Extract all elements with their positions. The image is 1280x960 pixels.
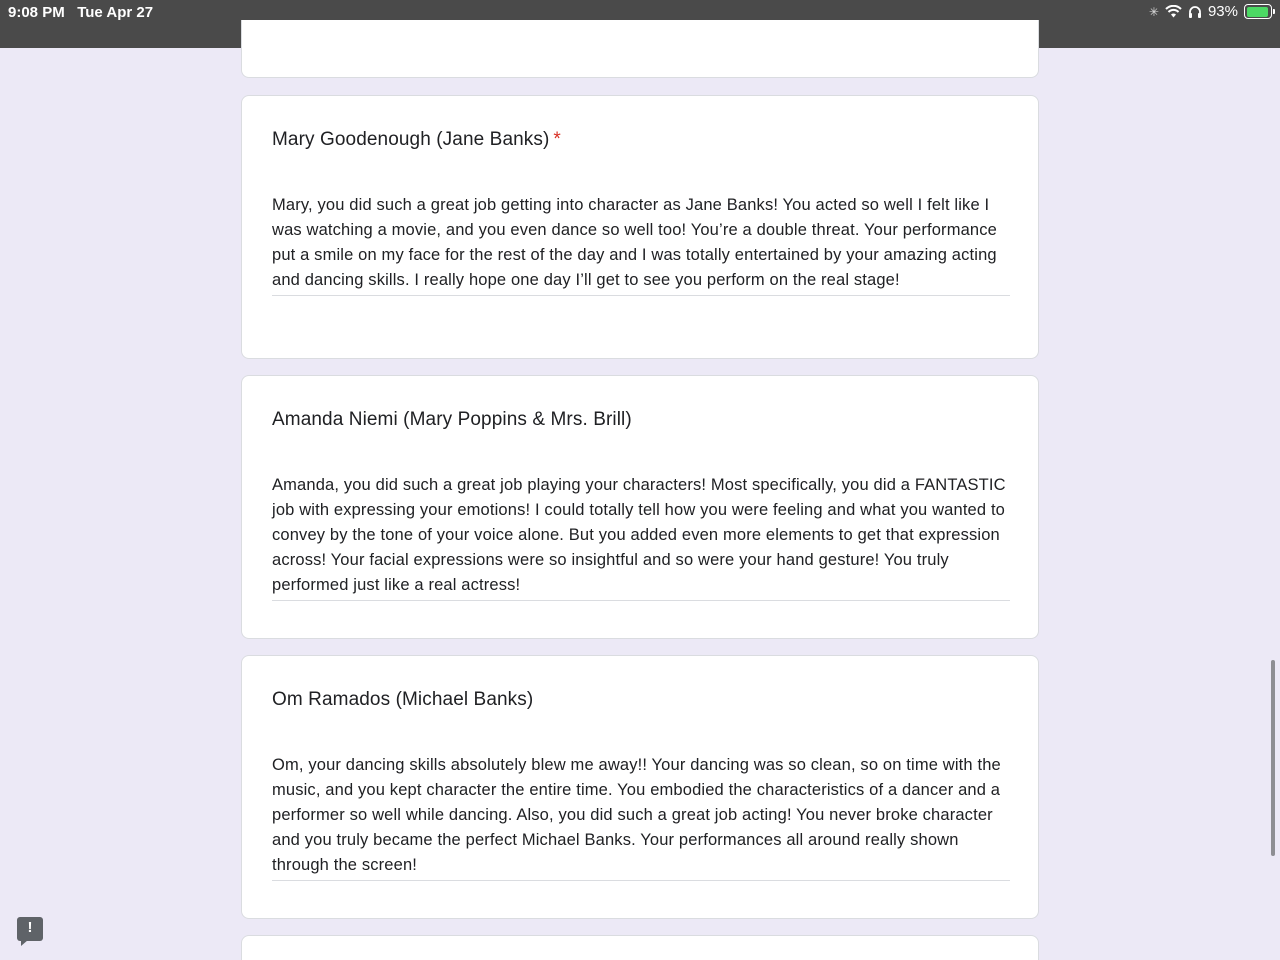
status-indicators — [1149, 3, 1272, 20]
report-abuse-button[interactable]: ! — [17, 917, 43, 941]
question-card-next — [241, 935, 1039, 960]
question-title: Mary Goodenough (Jane Banks) * — [272, 129, 561, 150]
headphones-icon — [1188, 5, 1202, 18]
question-card — [241, 95, 1039, 359]
battery-level — [1247, 7, 1268, 17]
question-card — [241, 375, 1039, 639]
question-card — [241, 655, 1039, 919]
required-asterisk: * — [553, 129, 561, 150]
loading-spinner-icon: ✳ — [1148, 4, 1159, 19]
scrollbar[interactable] — [1271, 660, 1275, 856]
answer-textarea[interactable]: Amanda, you did such a great job playing your characters! Most specifically, you did a FANTASTIC job with expressing your emotions! I could totally tell how you were feeling and what you wanted to convey by the tone of your voice alone. But you added even more elements to get that expression across! Your facial expressions were so insightful and so were your hand gesture! You truly performed just like a real actress! — [272, 473, 1010, 601]
question-title: Amanda Niemi (Mary Poppins & Mrs. Brill) — [272, 409, 632, 430]
wifi-icon — [1165, 5, 1182, 18]
battery-percent: 93% — [1207, 3, 1238, 20]
question-card-previous — [241, 20, 1039, 78]
answer-textarea[interactable]: Om, your dancing skills absolutely blew me away!! Your dancing was so clean, so on time with the music, and you kept character the entire time. You embodied the characteristics of a dancer and a performer so well while dancing. Also, you did such a great job acting! You never broke character and you truly became the perfect Michael Banks. Your performances all around really shown through the screen! — [272, 753, 1010, 881]
answer-textarea[interactable]: Mary, you did such a great job getting into character as Jane Banks! You acted so well I felt like I was watching a movie, and you even dance so well too! You’re a double threat. Your performance put a smile on my face for the rest of the day and I was totally entertained by your amazing acting and dancing skills. I really hope one day I’ll get to see you perform on the real stage! — [272, 193, 1010, 296]
question-title: Om Ramados (Michael Banks) — [272, 689, 534, 710]
status-time-date: 9:08 PM Tue Apr 27 — [8, 4, 154, 21]
battery-icon — [1244, 4, 1272, 19]
